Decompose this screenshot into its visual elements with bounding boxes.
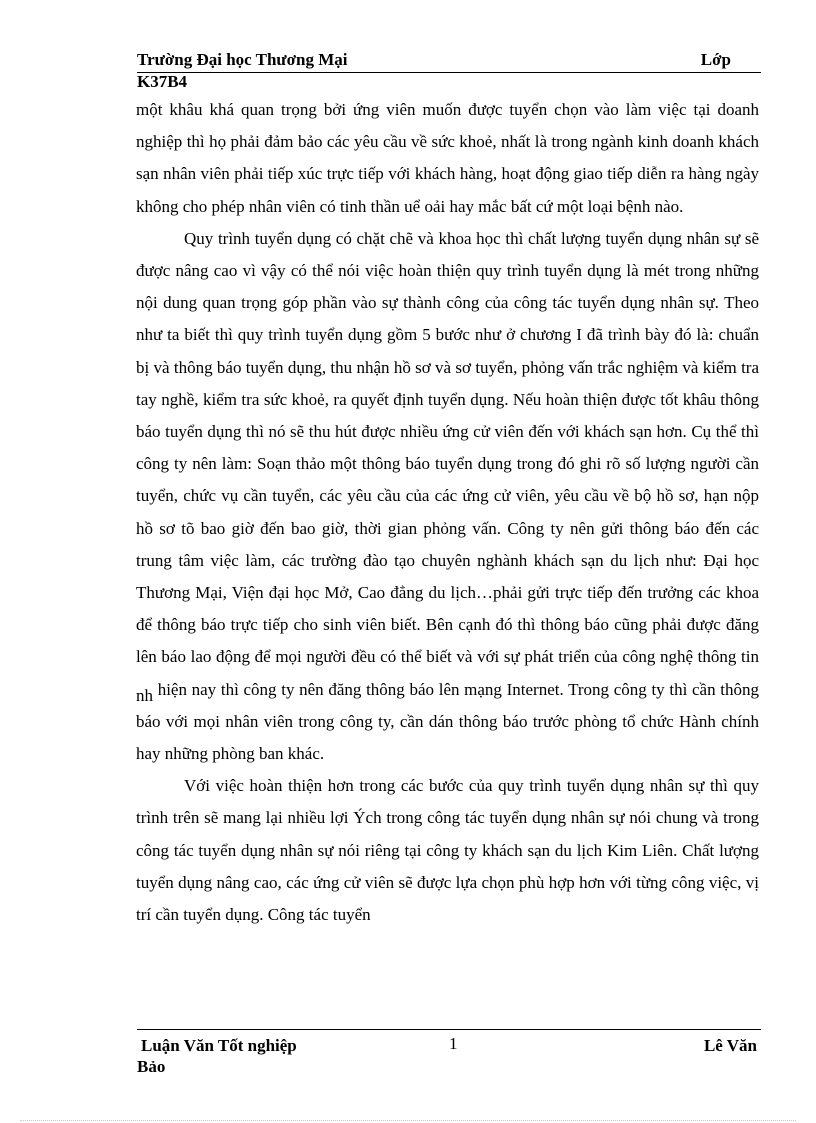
author-name: Lê Văn	[703, 1036, 757, 1055]
page-header	[137, 50, 761, 73]
thesis-label: Luận Văn Tốt nghiệp	[141, 1036, 297, 1055]
page-footer	[137, 1029, 761, 1082]
stray-fragment: nh	[136, 685, 153, 705]
paragraph-2-text-cont: hiện nay thì công ty nên đăng thông báo lên mạng Internet. Trong công ty thì cần thông báo với mọi nhân viên trong công ty, cần dán thông báo trước phòng tổ chức Hành chính hay những phòng ban khác.	[136, 679, 759, 764]
author-name-cont: Bảo	[137, 1057, 166, 1076]
page-edge-divider	[20, 1120, 796, 1121]
class-code: K37B4	[137, 72, 188, 91]
school-name: Trường Đại học Thương Mại	[137, 50, 348, 69]
paragraph-2-text: Quy trình tuyển dụng có chặt chẽ và khoa học thì chất lượng tuyển dụng nhân sự sẽ được nâng cao vì vậy có thể nói việc hoàn thiện quy trình tuyển dụng là mét trong những nội dung quan trọng góp phần vào sự thành công của công tác tuyển dụng nhân sự. Theo như ta biết thì quy trình tuyển dụng gồm 5 bước như ở chương I đã trình bày đó là: chuẩn bị và thông báo tuyển dụng, thu nhận hồ sơ và sơ tuyển, phỏng vấn trắc nghiệm và kiểm tra tay nghề, kiểm tra sức khoẻ, ra quyết định tuyển dụng. Nếu hoàn thiện được tốt khâu thông báo tuyển dụng thì nó sẽ thu hút được nhiều ứng cử viên đến với khách sạn hơn. Cụ thể thì công ty nên làm: Soạn thảo một thông báo tuyển dụng trong đó ghi rõ số lượng người cần tuyển, chức vụ cần tuyển, các yêu cầu của các ứng cử viên, yêu cầu về bộ hồ sơ, hạn nộp hồ sơ tõ bao giờ đến bao giờ, thời gian phỏng vấn. Công ty nên gửi thông báo đến các trung tâm việc làm, các trường đào tạo chuyên nghành khách sạn du lịch như: Đại học Thương Mại, Viện đại học Mở, Cao đẳng du lịch…phải gửi trực tiếp đến trưởng các khoa để thông báo trực tiếp cho sinh viên biết. Bên cạnh đó thì thông báo cũng phải được đăng lên báo lao động để mọi người đều có thể biết và với sự phát triển của công nghệ thông tin	[136, 228, 759, 667]
class-label: Lớp	[700, 50, 731, 69]
paragraph-2	[136, 223, 759, 770]
paragraph-3: Với việc hoàn thiện hơn trong các bước của quy trình tuyển dụng nhân sự thì quy trình trên sẽ mang lại nhiều lợi Ých trong công tác tuyển dụng nhân sự nói chung và trong công tác tuyển dụng nhân sự nói riêng tại công ty khách sạn du lịch Kim Liên. Chất lượng tuyển dụng nâng cao, các ứng cử viên sẽ được lựa chọn phù hợp hơn với từng công việc, vị trí cần tuyển dụng. Công tác tuyển	[136, 776, 759, 925]
page-number: 1	[449, 1034, 458, 1053]
paragraph-1: một khâu khá quan trọng bởi ứng viên muốn được tuyển chọn vào làm việc tại doanh nghiệp thì họ phải đảm bảo các yêu cầu về sức khoẻ, nhất là trong ngành kinh doanh khách sạn nhân viên phải tiếp xúc trực tiếp với khách hàng, hoạt động giao tiếp diễn ra hàng ngày không cho phép nhân viên có tinh thần uể oải hay mắc bất cứ một loại bệnh nào.	[136, 100, 759, 216]
body-text	[136, 94, 759, 931]
